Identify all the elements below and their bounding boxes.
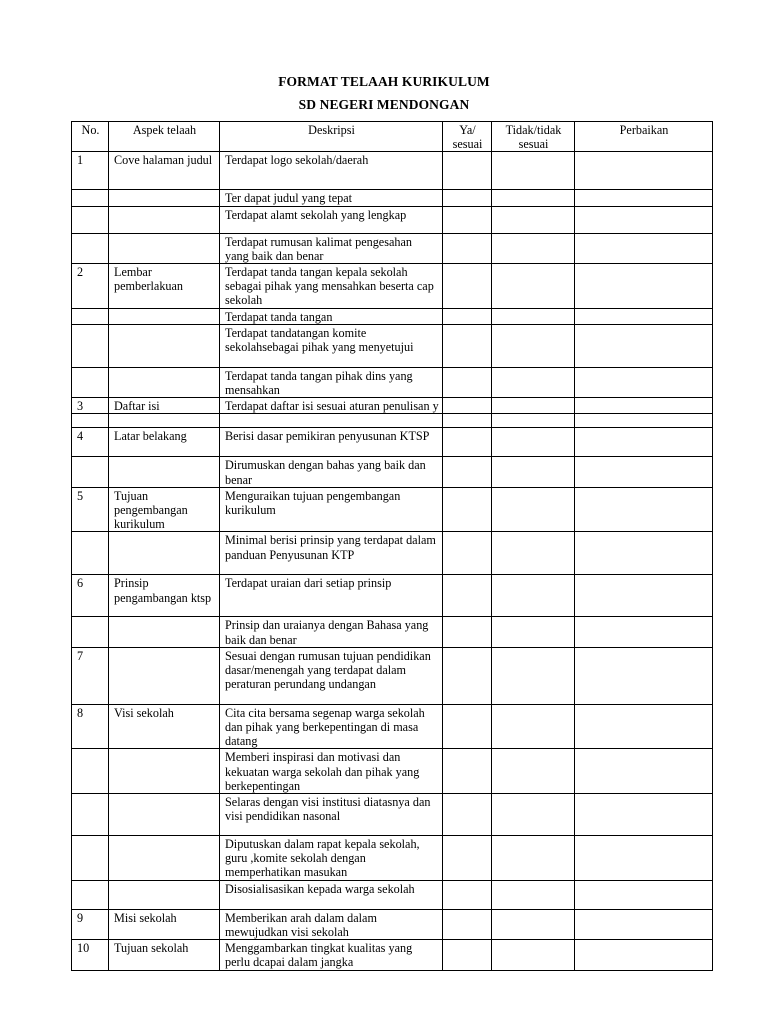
row-aspek: Daftar isi [109, 398, 220, 414]
row-ya-cell [443, 575, 492, 617]
row-ya-cell [443, 532, 492, 575]
row-ya-cell [443, 367, 492, 397]
row-deskripsi: Terdapat logo sekolah/daerah [220, 152, 443, 190]
header-no: No. [72, 122, 109, 152]
row-number: 2 [72, 264, 109, 309]
row-perbaikan-cell [575, 575, 713, 617]
row-deskripsi: Terdapat alamt sekolah yang lengkap [220, 206, 443, 233]
row-tidak-cell [492, 575, 575, 617]
row-number [72, 190, 109, 206]
row-deskripsi: Cita cita bersama segenap warga sekolah dan pihak yang berkepentingan di masa datang [220, 704, 443, 749]
row-ya-cell [443, 749, 492, 794]
table-row [72, 414, 713, 428]
row-number: 7 [72, 647, 109, 704]
row-aspek: Misi sekolah [109, 909, 220, 939]
table-row [72, 704, 713, 749]
row-ya-cell [443, 457, 492, 487]
row-aspek [109, 457, 220, 487]
row-deskripsi: Terdapat daftar isi sesuai aturan penulisan y [220, 398, 443, 414]
row-tidak-cell [492, 398, 575, 414]
row-aspek [109, 308, 220, 324]
row-number: 4 [72, 428, 109, 457]
row-number [72, 457, 109, 487]
row-ya-cell [443, 324, 492, 367]
row-tidak-cell [492, 836, 575, 881]
row-number [72, 880, 109, 909]
row-deskripsi: Menggambarkan tingkat kualitas yang perlu dcapai dalam jangka [220, 940, 443, 970]
row-deskripsi: Terdapat tandatangan komite sekolahsebagai pihak yang menyetujui [220, 324, 443, 367]
table-row [72, 749, 713, 794]
row-perbaikan-cell [575, 264, 713, 309]
row-number [72, 836, 109, 881]
row-ya-cell [443, 398, 492, 414]
row-tidak-cell [492, 152, 575, 190]
row-ya-cell [443, 308, 492, 324]
row-aspek: Latar belakang [109, 428, 220, 457]
row-ya-cell [443, 233, 492, 263]
document-title: FORMAT TELAAH KURIKULUM [278, 74, 490, 89]
row-aspek [109, 233, 220, 263]
row-tidak-cell [492, 367, 575, 397]
row-perbaikan-cell [575, 398, 713, 414]
row-tidak-cell [492, 264, 575, 309]
row-perbaikan-cell [575, 880, 713, 909]
row-number: 8 [72, 704, 109, 749]
table-row [72, 880, 713, 909]
row-perbaikan-cell [575, 414, 713, 428]
row-aspek: Visi sekolah [109, 704, 220, 749]
row-aspek [109, 647, 220, 704]
table-row [72, 324, 713, 367]
row-aspek: Lembar pemberlakuan [109, 264, 220, 309]
table-row [72, 909, 713, 939]
row-aspek: Prinsip pengambangan ktsp [109, 575, 220, 617]
row-deskripsi: Disosialisasikan kepada warga sekolah [220, 880, 443, 909]
row-aspek [109, 414, 220, 428]
row-deskripsi: Minimal berisi prinsip yang terdapat dalam panduan Penyusunan KTP [220, 532, 443, 575]
row-perbaikan-cell [575, 836, 713, 881]
row-aspek [109, 749, 220, 794]
row-aspek [109, 324, 220, 367]
row-tidak-cell [492, 190, 575, 206]
row-perbaikan-cell [575, 152, 713, 190]
row-number: 5 [72, 487, 109, 532]
row-aspek [109, 836, 220, 881]
row-ya-cell [443, 794, 492, 836]
table-row [72, 152, 713, 190]
row-perbaikan-cell [575, 428, 713, 457]
row-tidak-cell [492, 487, 575, 532]
row-aspek [109, 190, 220, 206]
row-perbaikan-cell [575, 617, 713, 647]
row-tidak-cell [492, 749, 575, 794]
row-number [72, 749, 109, 794]
row-number [72, 532, 109, 575]
row-perbaikan-cell [575, 794, 713, 836]
header-perbaikan: Perbaikan [575, 122, 713, 152]
row-tidak-cell [492, 532, 575, 575]
row-ya-cell [443, 704, 492, 749]
row-aspek [109, 206, 220, 233]
table-row [72, 617, 713, 647]
row-aspek: Tujuan sekolah [109, 940, 220, 970]
table-row [72, 190, 713, 206]
row-number: 3 [72, 398, 109, 414]
row-ya-cell [443, 647, 492, 704]
table-row [72, 575, 713, 617]
row-tidak-cell [492, 233, 575, 263]
row-deskripsi: Terdapat tanda tangan kepala sekolah sebagai pihak yang mensahkan beserta cap sekolah [220, 264, 443, 309]
table-row [72, 398, 713, 414]
row-deskripsi: Terdapat tanda tangan [220, 308, 443, 324]
row-ya-cell [443, 190, 492, 206]
table-row [72, 428, 713, 457]
row-aspek: Cove halaman judul [109, 152, 220, 190]
row-deskripsi: Menguraikan tujuan pengembangan kurikulum [220, 487, 443, 532]
row-perbaikan-cell [575, 324, 713, 367]
row-perbaikan-cell [575, 909, 713, 939]
row-number [72, 308, 109, 324]
table-row [72, 264, 713, 309]
row-deskripsi [220, 414, 443, 428]
table-row [72, 940, 713, 970]
table-row [72, 794, 713, 836]
row-number: 9 [72, 909, 109, 939]
row-ya-cell [443, 414, 492, 428]
row-deskripsi: Memberi inspirasi dan motivasi dan kekuatan warga sekolah dan pihak yang berkepentingan [220, 749, 443, 794]
table-row [72, 836, 713, 881]
row-tidak-cell [492, 647, 575, 704]
table-row [72, 532, 713, 575]
row-tidak-cell [492, 324, 575, 367]
row-aspek [109, 532, 220, 575]
row-deskripsi: Sesuai dengan rumusan tujuan pendidikan dasar/menengah yang terdapat dalam peraturan perundang undangan [220, 647, 443, 704]
table-row [72, 206, 713, 233]
table-row [72, 457, 713, 487]
table-row [72, 233, 713, 263]
row-perbaikan-cell [575, 457, 713, 487]
row-number [72, 324, 109, 367]
row-number: 1 [72, 152, 109, 190]
row-ya-cell [443, 152, 492, 190]
row-deskripsi: Dirumuskan dengan bahas yang baik dan benar [220, 457, 443, 487]
row-perbaikan-cell [575, 308, 713, 324]
row-ya-cell [443, 428, 492, 457]
row-deskripsi: Selaras dengan visi institusi diatasnya dan visi pendidikan nasonal [220, 794, 443, 836]
row-deskripsi: Terdapat uraian dari setiap prinsip [220, 575, 443, 617]
row-deskripsi: Diputuskan dalam rapat kepala sekolah, guru ,komite sekolah dengan memperhatikan masukan [220, 836, 443, 881]
row-tidak-cell [492, 308, 575, 324]
row-ya-cell [443, 909, 492, 939]
row-ya-cell [443, 487, 492, 532]
row-perbaikan-cell [575, 190, 713, 206]
header-deskripsi: Deskripsi [220, 122, 443, 152]
row-ya-cell [443, 206, 492, 233]
table-row [72, 367, 713, 397]
row-perbaikan-cell [575, 647, 713, 704]
row-ya-cell [443, 617, 492, 647]
row-perbaikan-cell [575, 749, 713, 794]
header-ya: Ya/ sesuai [443, 122, 492, 152]
row-aspek [109, 794, 220, 836]
school-name: SD NEGERI MENDONGAN [298, 97, 470, 112]
row-aspek [109, 880, 220, 909]
row-number [72, 233, 109, 263]
row-number [72, 414, 109, 428]
row-tidak-cell [492, 617, 575, 647]
row-perbaikan-cell [575, 940, 713, 970]
table-row [72, 308, 713, 324]
row-number [72, 794, 109, 836]
row-ya-cell [443, 264, 492, 309]
row-tidak-cell [492, 794, 575, 836]
row-tidak-cell [492, 909, 575, 939]
row-ya-cell [443, 836, 492, 881]
row-number: 6 [72, 575, 109, 617]
row-aspek [109, 617, 220, 647]
table-row [72, 647, 713, 704]
row-perbaikan-cell [575, 704, 713, 749]
row-perbaikan-cell [575, 367, 713, 397]
header-tidak: Tidak/tidak sesuai [492, 122, 575, 152]
row-ya-cell [443, 940, 492, 970]
row-tidak-cell [492, 414, 575, 428]
row-aspek [109, 367, 220, 397]
row-perbaikan-cell [575, 233, 713, 263]
row-tidak-cell [492, 206, 575, 233]
row-number [72, 367, 109, 397]
header-aspek: Aspek telaah [109, 122, 220, 152]
row-perbaikan-cell [575, 206, 713, 233]
row-ya-cell [443, 880, 492, 909]
header-row [72, 122, 713, 152]
row-tidak-cell [492, 428, 575, 457]
row-number [72, 206, 109, 233]
row-deskripsi: Memberikan arah dalam dalam mewujudkan visi sekolah [220, 909, 443, 939]
row-deskripsi: Terdapat rumusan kalimat pengesahan yang baik dan benar [220, 233, 443, 263]
row-perbaikan-cell [575, 532, 713, 575]
row-tidak-cell [492, 457, 575, 487]
row-deskripsi: Prinsip dan uraianya dengan Bahasa yang baik dan benar [220, 617, 443, 647]
table-row [72, 487, 713, 532]
row-deskripsi: Berisi dasar pemikiran penyusunan KTSP [220, 428, 443, 457]
row-deskripsi: Terdapat tanda tangan pihak dins yang mensahkan [220, 367, 443, 397]
row-tidak-cell [492, 704, 575, 749]
review-table [71, 121, 713, 971]
row-aspek: Tujuan pengembangan kurikulum [109, 487, 220, 532]
row-perbaikan-cell [575, 487, 713, 532]
row-tidak-cell [492, 940, 575, 970]
row-number [72, 617, 109, 647]
row-number: 10 [72, 940, 109, 970]
row-tidak-cell [492, 880, 575, 909]
row-deskripsi: Ter dapat judul yang tepat [220, 190, 443, 206]
